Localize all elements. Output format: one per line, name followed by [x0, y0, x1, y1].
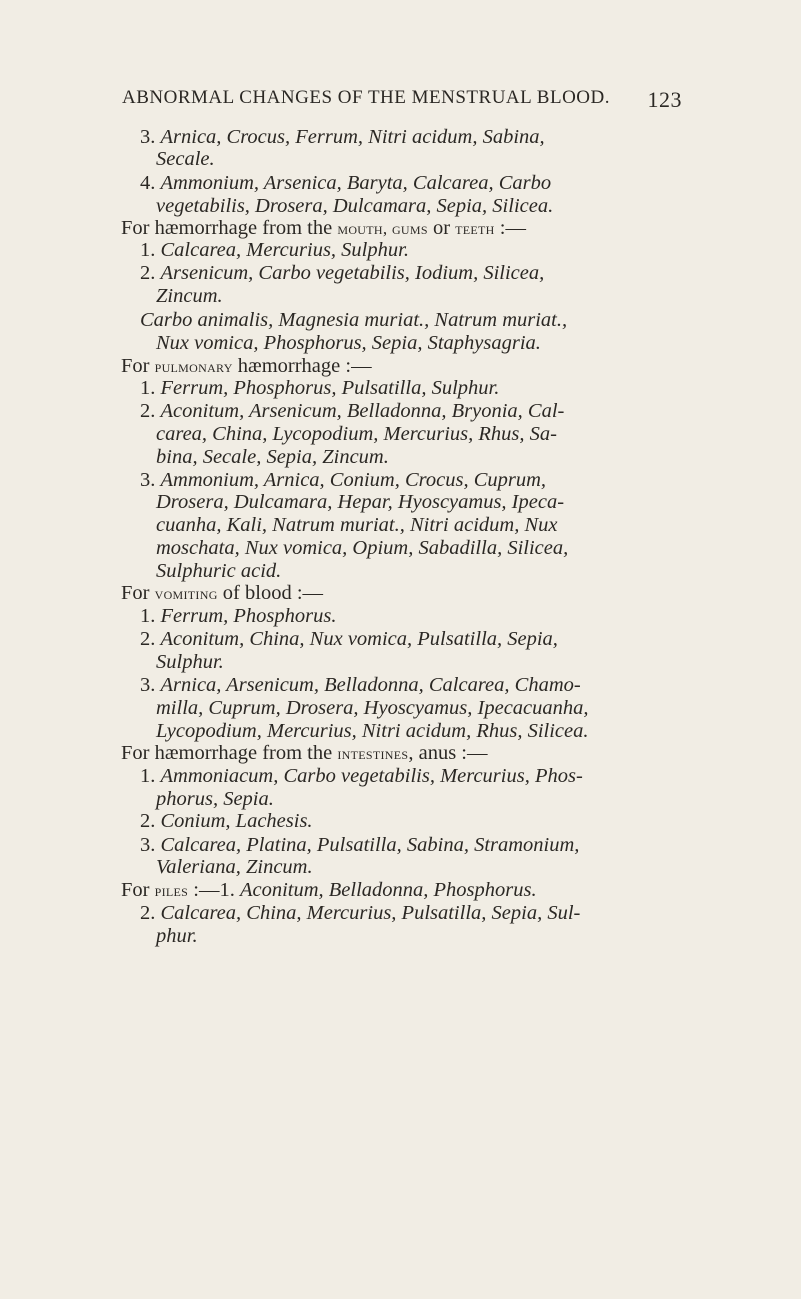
text-run: hæmorrhage :— — [232, 355, 372, 377]
text-line — [156, 447, 389, 468]
text-run: 1. — [140, 605, 161, 627]
running-title: ABNORMAL CHANGES OF THE MENSTRUAL BLOOD. — [122, 87, 610, 108]
remedy-text: vegetabilis, Drosera, Dulcamara, Sepia, Silicea. — [156, 195, 554, 217]
remedy-text: Ammonium, Arsenica, Baryta, Calcarea, Carbo — [160, 172, 552, 194]
remedy-text: Nux vomica, Phosphorus, Sepia, Staphysagria. — [156, 332, 541, 354]
text-run: 3. — [140, 674, 161, 696]
text-line — [140, 263, 544, 284]
text-line — [140, 629, 558, 650]
remedy-text: Aconitum, Arsenicum, Belladonna, Bryonia, Cal- — [160, 400, 565, 422]
text-run: 2. — [140, 902, 161, 924]
remedy-text: Sulphur. — [156, 651, 224, 673]
remedy-text: Aconitum, Belladonna, Phosphorus. — [239, 879, 537, 901]
remedy-text: Ammonium, Arnica, Conium, Crocus, Cuprum, — [160, 469, 547, 491]
text-line — [140, 675, 581, 696]
remedy-text: Aconitum, China, Nux vomica, Pulsatilla, Sepia, — [160, 628, 558, 650]
text-run: 3. — [140, 126, 161, 148]
topic-smallcaps: pulmonary — [154, 357, 233, 376]
text-run: of blood :— — [217, 582, 324, 604]
topic-smallcaps: mouth, gums — [337, 219, 428, 238]
text-line — [156, 721, 589, 742]
text-line — [156, 652, 224, 673]
text-line — [156, 538, 568, 559]
text-line — [140, 766, 583, 787]
text-run: For — [121, 582, 155, 604]
remedy-text: Carbo animalis, Magnesia muriat., Natrum muriat., — [140, 309, 568, 331]
remedy-text: milla, Cuprum, Drosera, Hyoscyamus, Ipecacuanha, — [156, 697, 589, 719]
page-number: 123 — [647, 87, 682, 112]
text-run: 2. — [140, 400, 161, 422]
text-line — [156, 698, 589, 719]
remedy-text: moschata, Nux vomica, Opium, Sabadilla, Silicea, — [156, 537, 569, 559]
text-run: , anus :— — [408, 742, 488, 764]
text-line — [156, 515, 557, 536]
text-run: 1. — [140, 765, 161, 787]
remedy-text: cuanha, Kali, Natrum muriat., Nitri acidum, Nux — [156, 514, 558, 536]
remedy-text: Zincum. — [156, 285, 223, 307]
text-line — [121, 356, 372, 377]
text-line — [156, 789, 274, 810]
text-line — [140, 811, 313, 832]
text-line — [140, 470, 546, 491]
remedy-text: Arsenicum, Carbo vegetabilis, Iodium, Silicea, — [160, 262, 545, 284]
text-run: 2. — [140, 628, 161, 650]
remedy-text: Secale. — [156, 148, 215, 170]
text-line — [121, 880, 537, 901]
text-run: For — [121, 879, 155, 901]
text-run: 3. — [140, 834, 161, 856]
text-line — [156, 561, 281, 582]
text-line — [140, 401, 564, 422]
remedy-text: Ammoniacum, Carbo vegetabilis, Mercurius, Phos- — [160, 765, 583, 787]
text-line — [140, 127, 545, 148]
text-run: :— — [494, 217, 526, 239]
remedy-text: carea, China, Lycopodium, Mercurius, Rhus, Sa- — [156, 423, 557, 445]
text-line — [156, 857, 313, 878]
remedy-text: Conium, Lachesis. — [160, 810, 313, 832]
remedy-text: Calcarea, Platina, Pulsatilla, Sabina, Stramonium, — [160, 834, 580, 856]
text-line — [156, 492, 564, 513]
running-header — [122, 87, 682, 112]
text-run: 1. — [140, 377, 161, 399]
remedy-text: Arnica, Arsenicum, Belladonna, Calcarea, Chamo- — [160, 674, 581, 696]
text-line — [156, 286, 223, 307]
text-run: :—1. — [188, 879, 240, 901]
remedy-text: Calcarea, Mercurius, Sulphur. — [160, 239, 409, 261]
text-line — [140, 835, 579, 856]
text-line — [121, 743, 488, 764]
text-line — [156, 196, 553, 217]
remedy-text: phur. — [156, 925, 198, 947]
remedy-text: Ferrum, Phosphorus, Pulsatilla, Sulphur. — [160, 377, 500, 399]
topic-smallcaps: vomiting — [154, 584, 218, 603]
text-run: For hæmorrhage from the — [121, 742, 338, 764]
text-run: 1. — [140, 239, 161, 261]
text-run: or — [427, 217, 456, 239]
remedy-text: Ferrum, Phosphorus. — [160, 605, 337, 627]
text-line — [140, 378, 499, 399]
text-line — [140, 310, 567, 331]
text-run: 2. — [140, 810, 161, 832]
text-line — [140, 240, 409, 261]
text-run: 3. — [140, 469, 161, 491]
text-line — [140, 606, 336, 627]
remedy-text: Calcarea, China, Mercurius, Pulsatilla, Sepia, Sul- — [160, 902, 581, 924]
text-run: For hæmorrhage from the — [121, 217, 338, 239]
text-run: 4. — [140, 172, 161, 194]
topic-smallcaps: piles — [154, 881, 189, 900]
remedy-text: Sulphuric acid. — [156, 560, 282, 582]
text-line — [140, 903, 580, 924]
remedy-text: Lycopodium, Mercurius, Nitri acidum, Rhus, Silicea. — [156, 720, 589, 742]
text-line — [156, 424, 557, 445]
remedy-text: Valeriana, Zincum. — [156, 856, 313, 878]
topic-smallcaps: intestines — [337, 744, 409, 763]
text-line — [121, 218, 526, 239]
text-line — [156, 926, 198, 947]
topic-smallcaps: teeth — [455, 219, 495, 238]
remedy-text: Arnica, Crocus, Ferrum, Nitri acidum, Sabina, — [160, 126, 545, 148]
remedy-text: bina, Secale, Sepia, Zincum. — [156, 446, 389, 468]
text-line — [121, 583, 323, 604]
text-line — [140, 173, 551, 194]
text-run: 2. — [140, 262, 161, 284]
text-line — [156, 333, 541, 354]
remedy-text: Drosera, Dulcamara, Hepar, Hyoscyamus, Ipeca- — [156, 491, 565, 513]
text-run: For — [121, 355, 155, 377]
remedy-text: phorus, Sepia. — [156, 788, 274, 810]
text-line — [156, 149, 215, 170]
